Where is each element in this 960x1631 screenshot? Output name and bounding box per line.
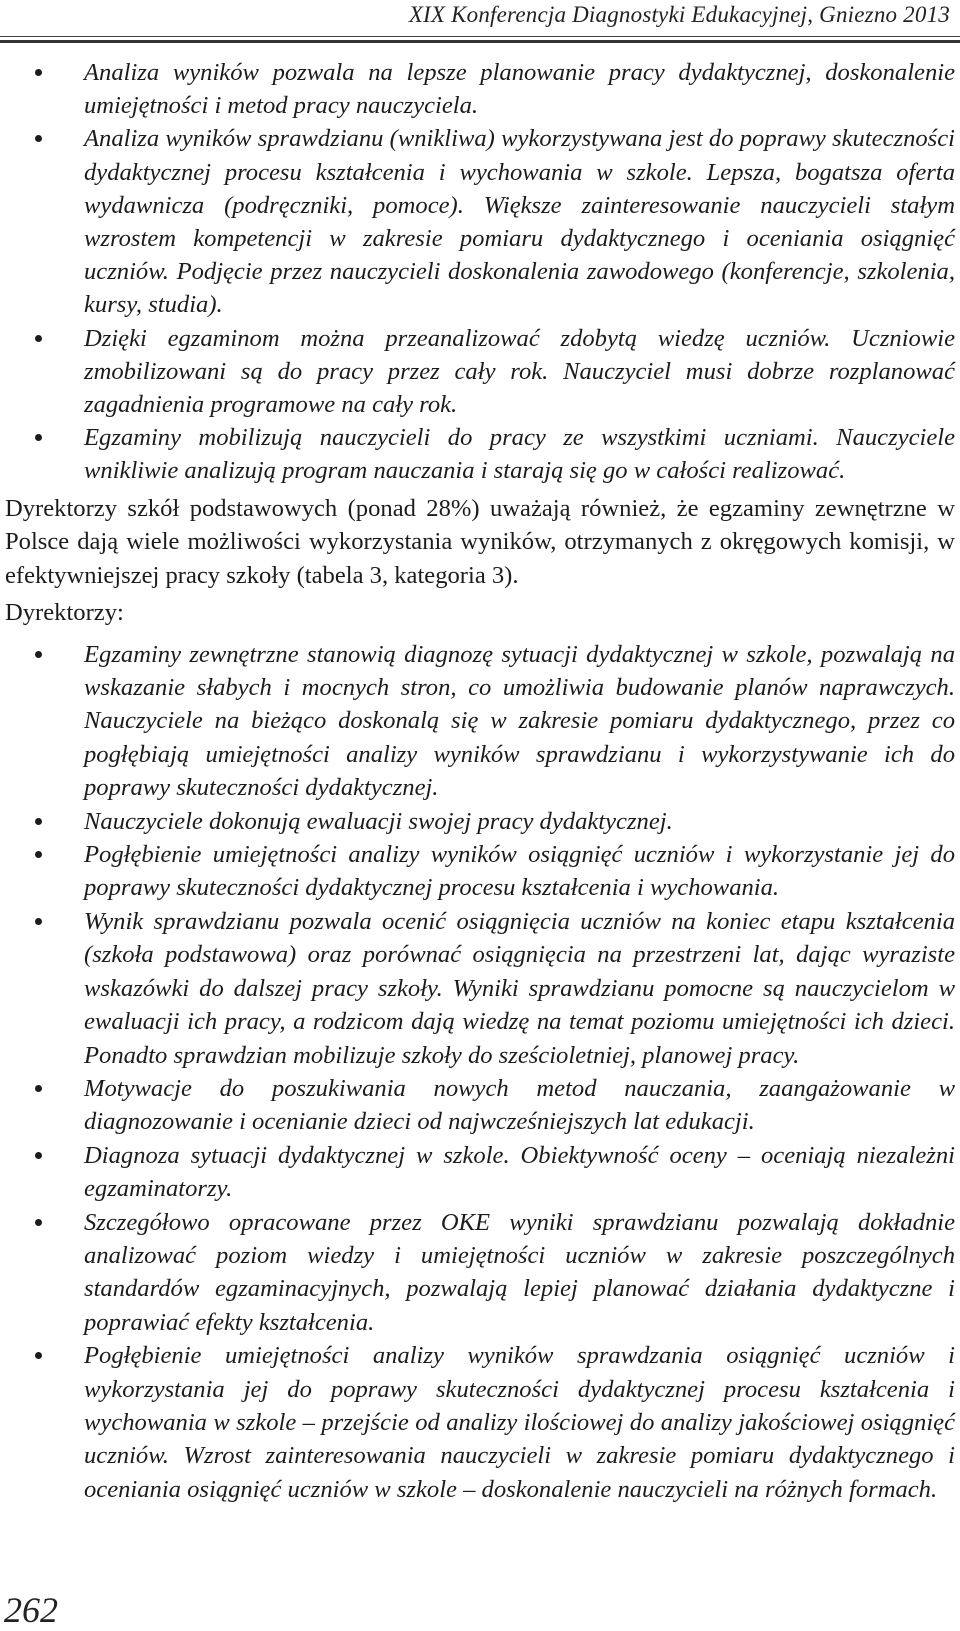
- bullet-icon: [35, 1352, 42, 1359]
- list-item: [0, 322, 955, 422]
- list-item: [0, 122, 955, 321]
- bullet-icon: [35, 335, 42, 342]
- list-item: [0, 1072, 955, 1139]
- list-item-text: Pogłębienie umiejętności analizy wyników sprawdzania osiągnięć uczniów i wykorzystania jej do poprawy skuteczności dydaktycznej procesu kształcenia i wychowania w szkole – przejście od analizy ilościowej do analizy jakościowej osiągnięć uczniów. Wzrost zainteresowania nauczycieli w zakresie pomiaru dydaktycznego i oceniania osiągnięć uczniów w szkole – doskonalenie nauczycieli na różnych formach.: [84, 1342, 955, 1503]
- list-item: [0, 838, 955, 905]
- list-item-text: Dzięki egzaminom można przeanalizować zdobytą wiedzę uczniów. Uczniowie zmobilizowani są do pracy przez cały rok. Nauczyciel musi dobrze rozplanować zagadnienia programowe na cały rok.: [84, 324, 955, 419]
- list-item: [0, 805, 955, 838]
- header-rule: [0, 36, 960, 37]
- list-item-text: Nauczyciele dokonują ewaluacji swojej pracy dydaktycznej.: [84, 807, 673, 835]
- list-item: [0, 905, 955, 1072]
- list-item: [0, 56, 955, 122]
- list-item-text: Motywacje do poszukiwania nowych metod nauczania, zaangażowanie w diagnozowanie i ocenianie dzieci od najwcześniejszych lat edukacji.: [84, 1074, 955, 1136]
- bullet-icon: [35, 135, 42, 142]
- body-paragraph: Dyrektorzy szkół podstawowych (ponad 28%) uważają również, że egzaminy zewnętrzne w Polsce dają wiele możliwości wykorzystania wyników, otrzymanych z okręgowych komisji, w efektywniejszej pracy szkoły (tabela 3, kategoria 3).: [5, 494, 955, 589]
- list-item: [0, 1339, 955, 1506]
- bullet-icon: [35, 434, 42, 441]
- page-body: [0, 56, 955, 1506]
- section-label: Dyrektorzy:: [5, 599, 124, 627]
- bullet-icon: [35, 1219, 42, 1226]
- bullet-icon: [35, 1152, 42, 1159]
- list-item-text: Egzaminy zewnętrzne stanowią diagnozę sytuacji dydaktycznej w szkole, pozwalają na wskazanie słabych i mocnych stron, co umożliwia budowanie planów naprawczych. Nauczyciele na bieżąco doskonalą się w zakresie pomiaru dydaktycznego, przez co pogłębiają umiejętności analizy wyników sprawdzianu i wykorzystywanie ich do poprawy skuteczności dydaktycznej.: [84, 640, 955, 802]
- list-item: [0, 1139, 955, 1206]
- bullet-icon: [35, 651, 42, 658]
- bullet-list-bottom: [0, 638, 955, 1507]
- list-item-text: Diagnoza sytuacji dydaktycznej w szkole. Obiektywność oceny – oceniają niezależni egzaminatorzy.: [84, 1141, 955, 1203]
- list-item-text: Analiza wyników pozwala na lepsze planowanie pracy dydaktycznej, doskonalenie umiejętności i metod pracy nauczyciela.: [84, 59, 955, 120]
- list-item: [0, 421, 955, 487]
- bullet-icon: [35, 851, 42, 858]
- bullet-list-top: [0, 56, 955, 488]
- list-item-text: Analiza wyników sprawdzianu (wnikliwa) wykorzystywana jest do poprawy skuteczności dydaktycznej procesu kształcenia i wychowania w szkole. Lepsza, bogatsza oferta wydawnicza (podręczniki, pomoce). Większe zainteresowanie nauczycieli stałym wzrostem kompetencji w zakresie pomiaru dydaktycznego i oceniania osiągnięć uczniów. Podjęcie przez nauczycieli doskonalenia zawodowego (konferencje, szkolenia, kursy, studia).: [84, 125, 955, 319]
- bullet-icon: [35, 1085, 42, 1092]
- header-rule-thick: [0, 40, 960, 43]
- bullet-icon: [35, 69, 42, 76]
- running-header: XIX Konferencja Diagnostyki Edukacyjnej, Gniezno 2013: [408, 2, 950, 27]
- list-item-text: Wynik sprawdzianu pozwala ocenić osiągnięcia uczniów na koniec etapu kształcenia (szkoła podstawowa) oraz porównać osiągnięcia na przestrzeni lat, dając wyraziste wskazówki do dalszej pracy szkoły. Wyniki sprawdzianu pomocne są nauczycielom w ewaluacji ich pracy, a rodzicom dają wiedzę na temat poziomu umiejętności ich dzieci. Ponadto sprawdzian mobilizuje szkoły do sześcioletniej, planowej pracy.: [84, 907, 955, 1069]
- bullet-icon: [35, 918, 42, 925]
- bullet-icon: [35, 818, 42, 825]
- list-item-text: Szczegółowo opracowane przez OKE wyniki sprawdzianu pozwalają dokładnie analizować poziom wiedzy i umiejętności uczniów w zakresie poszczególnych standardów egzaminacyjnych, pozwalają lepiej planować działania dydaktyczne i poprawiać efekty kształcenia.: [84, 1208, 955, 1336]
- list-item: [0, 1206, 955, 1340]
- list-item: [0, 638, 955, 805]
- list-item-text: Egzaminy mobilizują nauczycieli do pracy ze wszystkimi uczniami. Nauczyciele wnikliwie analizują program nauczania i starają się go w całości realizować.: [84, 424, 955, 485]
- page-number: 262: [4, 1590, 58, 1630]
- list-item-text: Pogłębienie umiejętności analizy wyników osiągnięć uczniów i wykorzystanie jej do poprawy skuteczności dydaktycznej procesu kształcenia i wychowania.: [84, 841, 955, 902]
